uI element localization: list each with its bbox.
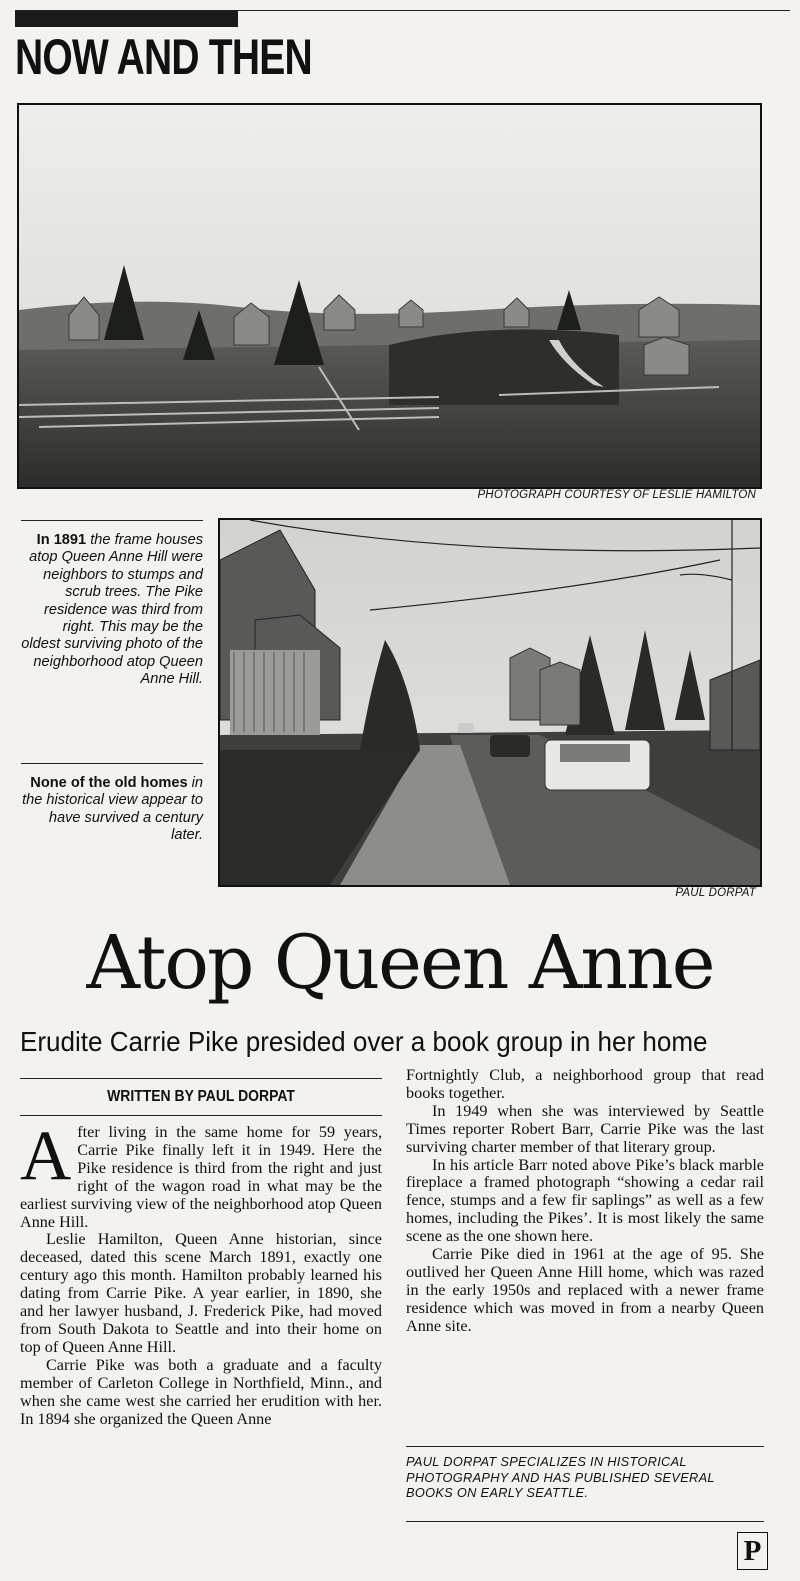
article-paragraph: Fortnightly Club, a neighborhood group that read books together.: [406, 1066, 764, 1102]
caption-now: [21, 775, 203, 845]
end-mark: P: [737, 1532, 768, 1570]
caption-text: in the historical view appear to have survived a century later.: [22, 775, 203, 844]
modern-photo: [218, 518, 762, 887]
historical-photo: [17, 103, 762, 489]
caption-rule: [21, 520, 203, 521]
article-paragraph: In his article Barr noted above Pike’s black marble fireplace a framed photograph “showing a cedar rail fence, stumps and a few fir saplings” as well as a few homes, including the Pikes’. It is most likely the same scene as the one shown here.: [406, 1155, 764, 1246]
article-paragraph: In 1949 when she was interviewed by Seattle Times reporter Robert Barr, Carrie Pike was the last surviving charter member of that literary group.: [406, 1101, 764, 1156]
author-bio: PAUL DORPAT SPECIALIZES IN HISTORICAL PHOTOGRAPHY AND HAS PUBLISHED SEVERAL BOOKS ON EARLY SEATTLE.: [406, 1454, 715, 1501]
historical-photo-credit: PHOTOGRAPH COURTESY OF LESLIE HAMILTON: [477, 489, 756, 501]
byline-top-rule: [20, 1078, 382, 1079]
article-paragraph: Carrie Pike died in 1961 at the age of 95. She outlived her Queen Anne Hill home, which was razed in the early 1950s and replaced with a newer frame residence which was moved in from a nearby Queen Anne site.: [406, 1245, 764, 1335]
article-paragraph: Carrie Pike was both a graduate and a faculty member of Carleton College in Northfield, Minn., and when she came west she carried her erudition with her. In 1894 she organized the Queen Anne: [20, 1355, 382, 1428]
caption-then: [21, 532, 203, 689]
headline: Atop Queen Anne: [86, 920, 714, 1006]
article-column-2: [406, 1067, 764, 1336]
deck: Erudite Carrie Pike presided over a book group in her home: [20, 1026, 708, 1057]
section-bar: [15, 11, 238, 27]
caption-text: the frame houses atop Queen Anne Hill were neighbors to stumps and scrub trees. The Pike residence was third from right. This may be the oldest surviving photo of the neighborhood atop Queen Anne Hill.: [21, 532, 203, 688]
section-title: NOW AND THEN: [15, 29, 312, 85]
byline: WRITTEN BY PAUL DORPAT: [107, 1088, 295, 1105]
bio-bottom-rule: [406, 1521, 764, 1522]
caption-lead: In 1891: [36, 532, 87, 548]
caption-lead: None of the old homes: [30, 775, 188, 791]
byline-bottom-rule: [20, 1115, 382, 1116]
modern-photo-credit: PAUL DORPAT: [675, 887, 756, 899]
bio-rule: [406, 1446, 764, 1447]
article-column-1: [20, 1117, 382, 1428]
caption-rule: [21, 763, 203, 764]
article-paragraph: [20, 1117, 382, 1231]
article-paragraph-text: fter living in the same home for 59 years, Carrie Pike finally left it in 1949. Here the Pike residence is third from the right and just right of the wagon road in what may be the earliest surviving view of the neighborhood atop Queen Anne Hill.: [20, 1123, 382, 1231]
drop-cap: A: [20, 1117, 72, 1195]
article-paragraph: Leslie Hamilton, Queen Anne historian, since deceased, dated this scene March 1891, exactly one century ago this month. Hamilton probably learned his dating from Carrie Pike. A year earlier, in 1890, she and her lawyer husband, J. Frederick Pike, had moved from South Dakota to Seattle and into their home on top of Queen Anne Hill.: [20, 1230, 382, 1356]
